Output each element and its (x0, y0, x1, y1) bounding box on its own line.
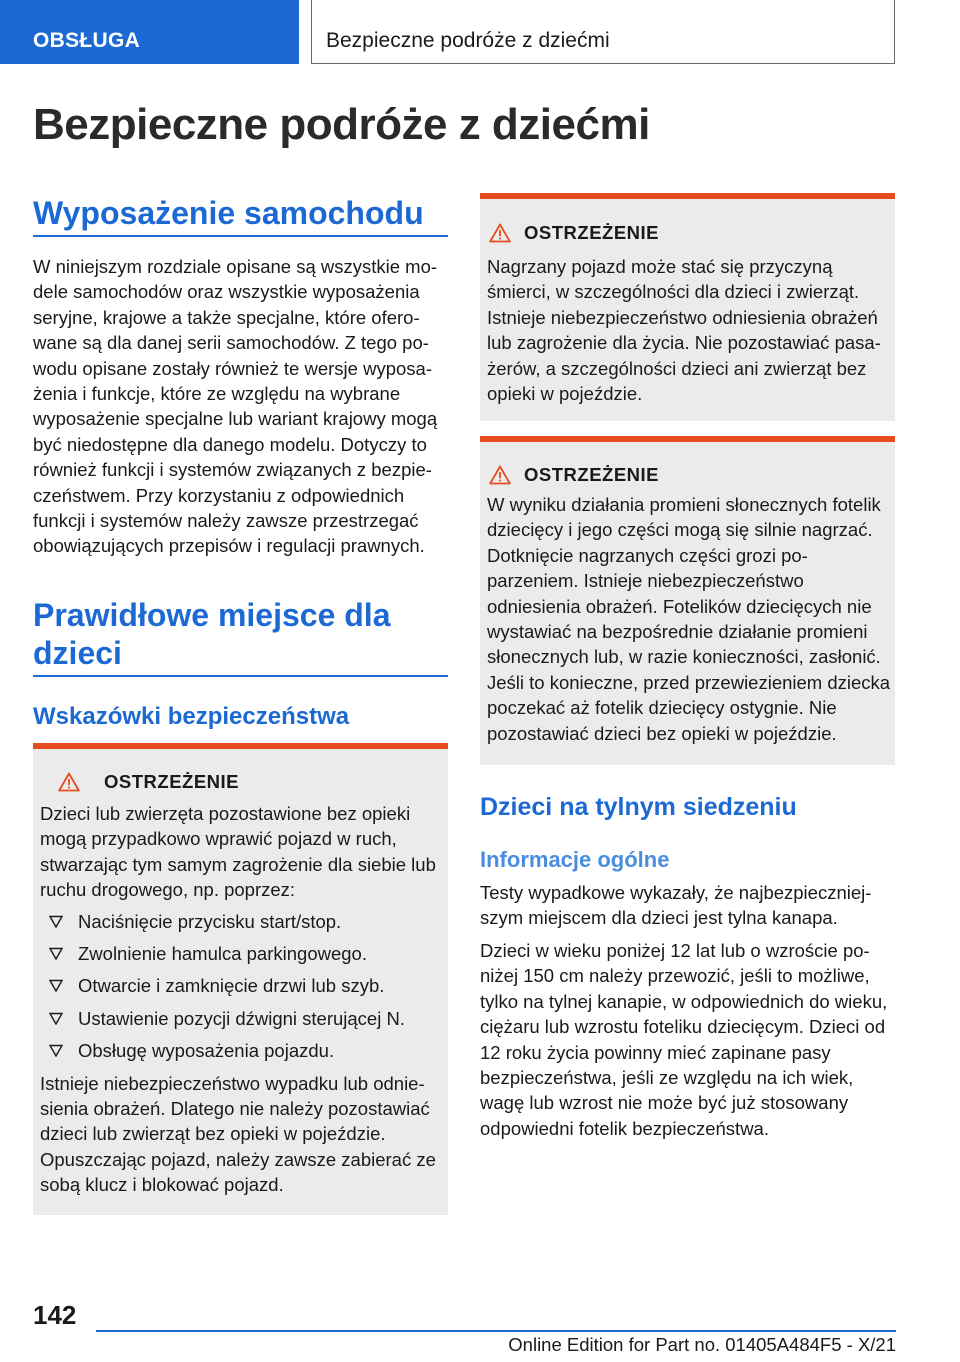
warning-body (40, 801, 442, 1198)
section-tab[interactable]: OBSŁUGA (0, 0, 299, 64)
bullet-text: Obsługę wyposażenia pojazdu. (78, 1040, 335, 1062)
warning-header (489, 222, 659, 244)
bullet-text: Otwarcie i zamknięcie drzwi lub szyb. (78, 975, 385, 997)
warning-bullet-list (40, 909, 442, 1064)
list-item (40, 973, 442, 998)
list-item (40, 941, 442, 966)
warning-bar (480, 193, 895, 199)
warning-body: W wyniku działania promieni słonecznych fotelik dziecięcy i jego części mogą się silnie nagrzać. Dotknięcie nagrzanych części grozi poparzeniem. Istnieje niebezpieczeństwo odniesienia obrażeń. Fotelików dziecięcych nie wystawiać na bezpośrednie działanie promieni słonecznych lub, w razie konieczności, zasłonić. Jeśli to konieczne, przed przewiezieniem dziecka poczekać aż fotelik dziecięcy ostygnie. Nie pozostawiać dzieci bez opieki w pojeździe. (487, 494, 891, 744)
bullet-text: Naciśnięcie przycisku start/stop. (78, 910, 342, 932)
chapter-tab[interactable]: Bezpieczne podróże z dziećmi (311, 0, 895, 64)
warning-box-sun (480, 436, 895, 765)
subheading-safety-tips: Wskazówki bezpieczeństwa (33, 703, 350, 730)
warning-triangle-icon (489, 223, 511, 243)
warning-box-heat (480, 193, 895, 421)
warning-bar (33, 743, 448, 749)
warning-triangle-icon (489, 465, 511, 485)
warning-header (489, 464, 659, 486)
warning-intro: Dzieci lub zwierzęta pozostawione bez opieki mogą przypadkowo wprawić pojazd w ruch, stwarzając tym samym zagrożenie dla siebie lub ruchu drogowego, np. poprzez: (40, 803, 436, 901)
heading-rear-seat: Dzieci na tylnym siedzeniu (480, 793, 797, 821)
heading-equipment: Wyposażenie samochodu (33, 195, 424, 231)
bullet-text: Zwolnienie hamulca parkingowego. (78, 943, 367, 965)
warning-bar (480, 436, 895, 442)
warning-title: OSTRZEŻENIE (524, 464, 660, 485)
rear-paragraph-1: Testy wypadkowe wykazały, że najbezpieczniejszym miejscem dla dzieci jest tylna kanapa. (480, 882, 872, 929)
footer-edition: Online Edition for Part no. 01405A484F5 - X/21 (508, 1334, 896, 1355)
heading-rule (33, 235, 448, 237)
warning-title: OSTRZEŻENIE (524, 222, 660, 243)
list-item (40, 909, 442, 934)
heading-child-place: Prawidłowe miejsce dla dzieci (33, 597, 391, 671)
page-title: Bezpieczne podróże z dziećmi (33, 100, 650, 149)
triangle-bullet-icon (49, 979, 63, 992)
triangle-bullet-icon (49, 947, 63, 960)
subheading-general-info: Informacje ogólne (480, 847, 670, 872)
list-item (40, 1038, 442, 1063)
triangle-bullet-icon (49, 1012, 63, 1025)
rear-paragraph-2: Dzieci w wieku poniżej 12 lat lub o wzroście poniżej 150 cm należy przewozić, jeśli to możliwe, tylko na tylnej kanapie, w odpowiednich do wieku, ciężaru lub wzrostu foteliku dziecięcym. Dzieci od 12 roku życia powinny mieć zapinane pasy bezpieczeństwa, jeśli ze względu na ich wiek, wagę lub wzrost nie może być już stosowany odpowiedni fotelik bezpieczeństwa. (480, 940, 888, 1139)
bullet-text: Ustawienie pozycji dźwigni sterującej N. (78, 1007, 405, 1029)
warning-body: Nagrzany pojazd może stać się przyczyną śmierci, w szczególności dla dzieci i zwierząt. Istnieje niebezpieczeństwo odniesienia obrażeń lub zagrożenie dla życia. Nie pozostawiać pasażerów, a szczególności dzieci ani zwierząt bez opieki w pojeździe. (487, 256, 881, 405)
page-number: 142 (33, 1300, 77, 1330)
warning-outro: Istnieje niebezpieczeństwo wypadku lub odniesienia obrażeń. Dlatego nie należy pozostawiać dzieci lub zwierząt bez opieki w pojeździe. Opuszczając pojazd, należy zawsze zabierać ze sobą klucz i blokować pojazd. (40, 1072, 436, 1196)
list-item (40, 1006, 442, 1031)
warning-triangle-icon (58, 772, 80, 792)
warning-title: OSTRZEŻENIE (104, 771, 240, 792)
triangle-bullet-icon (49, 915, 63, 928)
equipment-paragraph: W niniejszym rozdziale opisane są wszystkie modele samochodów oraz wszystkie wyposażenia seryjne, krajowe a także specjalne, które oferowane są dla danej serii samochodów. Z tego powodu opisane zostały również te wersje wyposażenia i funkcje, które ze względu na wybrane wyposażenie specjalne lub wariant krajowy mogą być niedostępne dla danego modelu. Dotyczy to również funkcji i systemów związanych z bezpieczeństwem. Przy korzystaniu z odpowiednich funkcji i systemów należy zawsze przestrzegać obowiązujących przepisów i regulacji prawnych. (33, 256, 438, 557)
warning-box-unattended (33, 743, 448, 1215)
warning-header (58, 771, 239, 793)
triangle-bullet-icon (49, 1044, 63, 1057)
heading-rule (33, 675, 448, 677)
footer-rule (96, 1330, 896, 1332)
